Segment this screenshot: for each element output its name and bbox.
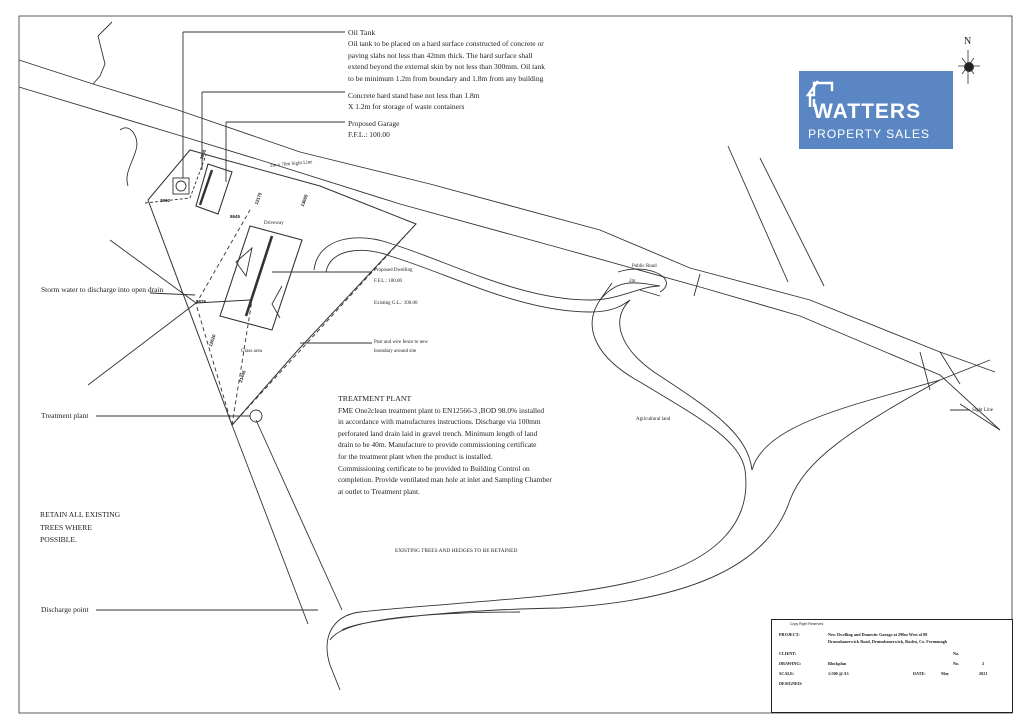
driveway-label: Driveway [264,221,284,226]
hardstand-leader [202,92,345,170]
project-line-2: Drumshanerwick Road, Drumshanerwick, Roslea, Co. Fermanagh [828,639,947,644]
date-month: May [941,671,950,676]
oil-tank-line: Oil tank to be placed on a hard surface constructed of concrete or [348,39,544,49]
drawing-no-label: No. [953,661,960,666]
treatment-plant-line: drain to be 40m. Manufacture to provide commissioning certificate [338,440,537,450]
garage-heading: Proposed Garage [348,119,400,128]
garage-ffl: F.F.L.: 100.00 [348,130,390,140]
oil-tank-note [348,27,545,84]
field-boundary-right [752,380,940,470]
dash-line-2 [196,304,232,425]
fence-label-line1: Post and wire fence to new [374,340,429,345]
proposed-dwelling-label: Proposed Dwelling [374,268,413,273]
treatment-plant-line: completion. Provide ventilated man hole at inlet and Sampling Chamber [338,475,552,485]
oil-tank-leader [183,32,345,178]
drawing-label: DRAWING: [779,661,802,666]
oil-tank-line: to be minimum 1.2m from boundary and 1.8m from any building [348,73,544,83]
oil-tank-base [173,178,189,194]
designed-label: DESIGNED: [779,681,803,686]
oil-tank-line: extend beyond the external skin by not less than 300mm. Oil tank [348,62,546,72]
treatment-plant-line: Commissioning certificate to be provided to Building Control on [338,463,530,473]
storm-water-leader-b [88,300,250,385]
front-boundary-dashed [145,155,206,203]
discharge-point-label: Discharge point [41,605,89,614]
garage-outline [196,164,232,214]
oil-tank-line: paving slabs not less than 42mm thick. The hard surface shall [348,50,533,60]
grass-area-label: Grass area [241,349,262,354]
dimension-label: 21445 [237,369,247,384]
road-corner-top [93,22,112,84]
road-width-label: 2m [629,279,636,284]
treatment-plant-line: at outlet to Treatment plant. [338,486,420,496]
oil-tank-symbol [176,181,186,191]
logo-wordmark: WATTERS [813,100,922,123]
sight-line-top-label: 2m x 70m Sight Line [269,160,313,169]
retain-line: TREES WHERE [40,522,92,532]
dwelling-wall [246,236,272,316]
dimension-label: 12175 [253,191,263,206]
retain-line: RETAIN ALL EXISTING [40,510,121,519]
treatment-plant-note [338,393,552,497]
drawing-number: 2 [982,661,985,666]
hard-stand-line: X 1.2m for storage of waste containers [348,102,465,112]
retain-trees-note [40,509,120,547]
farm-track-right-a [728,146,824,286]
client-no-label: No. [953,651,960,656]
project-line-1: New Dwelling and Domestic Garage at 290m West of 88 [828,632,928,637]
watters-logo [799,71,953,149]
date-year: 2021 [979,671,988,676]
logo-subtitle: PROPERTY SALES [808,127,930,141]
garage-note [348,118,399,141]
project-label: PROJECT: [779,632,800,637]
drawing-value: Blockplan [828,661,847,666]
compass-rose [965,63,974,72]
storm-water-label: Storm water to discharge into open drain [41,285,164,294]
copyright-text: Copy Right Reserved [790,622,824,626]
lane-right-edge [256,420,342,610]
oil-tank-heading: Oil Tank [348,28,376,37]
site-boundary [148,150,416,425]
dimension-label: 3902 [160,198,171,203]
dwelling-ffl-label: F.F.L.: 100.00 [374,279,402,284]
dimension-label: 8876 [196,299,207,304]
hard-stand-note [348,90,480,113]
treatment-plant-label: Treatment plant [41,411,89,420]
dimension-label: 12620 [207,333,217,348]
treatment-plant-line: perforated land drain laid in gravel trench. Minimum length of land [338,428,538,438]
scale-value: 1:500 @ A3 [828,671,849,676]
dimension-label: 13665 [299,193,309,208]
dwelling-porch-b [272,286,282,318]
agricultural-land-label: Agricultural land [636,417,671,422]
date-label: DATE: [913,671,926,676]
dimension-label: 3955 [198,148,208,161]
treatment-plant-line: for the treatment plant when the product is installed. [338,451,493,461]
treatment-plant-line: FME One2clean treatment plant to EN12566-3 ,BOD 98.0% installed [338,405,545,415]
lane-left-edge [232,425,308,624]
retain-line: POSSIBLE. [40,535,77,544]
treatment-plant-line: in accordance with manufactures instructions. Discharge via 100mm [338,417,541,427]
scale-label: SCALE: [779,671,795,676]
fence-label-line2: boundary around site [374,349,417,354]
existing-trees-label: EXISTING TREES AND HEDGES TO BE RETAINED [395,548,518,554]
treatment-plant-heading: TREATMENT PLANT [338,394,412,403]
hedge-left-a [120,128,137,186]
sight-line-right-label: Sight Line [972,408,993,413]
garage-leader [226,122,345,182]
hard-stand-line: Concrete hard stand base not less than 1.8m [348,91,480,100]
client-label: CLIENT: [779,651,797,656]
compass-north-label: N [964,36,972,47]
dimension-label: 8645 [230,214,241,219]
existing-gl-label: Existing G.L.: 100.00 [374,301,418,306]
public-road-label: Public Road [632,264,657,269]
